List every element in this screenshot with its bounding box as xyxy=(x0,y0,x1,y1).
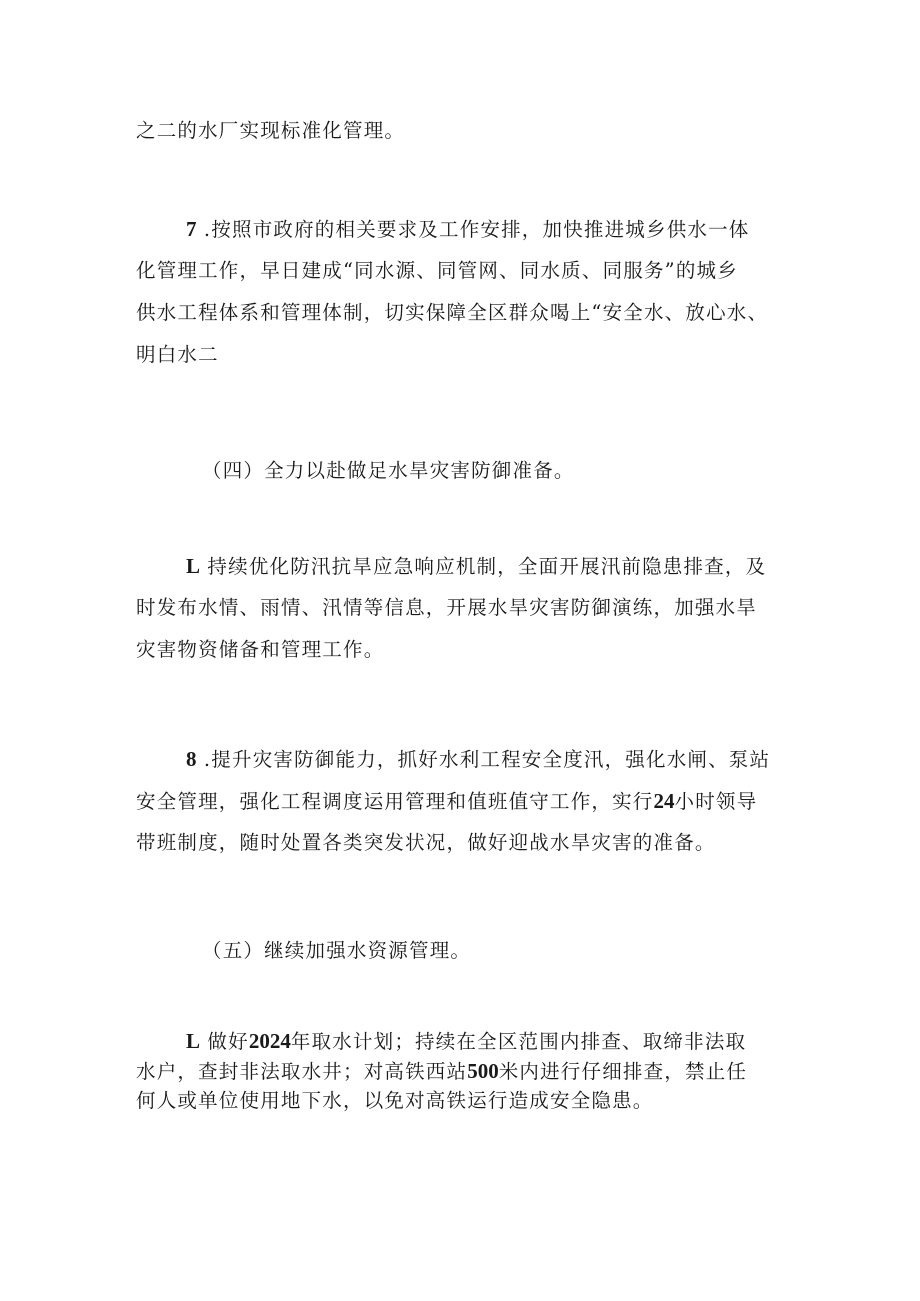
section-heading-5 xyxy=(202,930,862,972)
paragraph-continuation xyxy=(136,110,796,152)
paragraph-item-l-1 xyxy=(136,545,796,671)
text-line: 明白水二 xyxy=(136,343,219,366)
text-line xyxy=(136,1026,796,1056)
text-segment: 小时领导 xyxy=(674,790,758,813)
text-line: 之二的水厂实现标准化管理。 xyxy=(136,119,406,142)
text-line: 化管理工作，早日建成“同水源、同管网、同水质、同服务”的城乡 xyxy=(136,259,738,282)
text-segment: 安全管理，强化工程调度运用管理和值班值守工作，实行 xyxy=(136,790,654,813)
text-line: 灾害物资储备和管理工作。 xyxy=(136,638,385,661)
item-number: 7 xyxy=(186,217,197,241)
item-number: L xyxy=(186,554,201,578)
heading-text: （四）全力以赴做足水旱灾害防御准备。 xyxy=(202,459,575,482)
text-segment: 水户，查封非法取水井；对高铁西站 xyxy=(136,1060,468,1083)
text-segment: 米内进行仔细排查，禁止任 xyxy=(498,1060,748,1083)
paragraph-item-8 xyxy=(136,738,796,864)
text-segment: 持续优化防汛抗旱应急响应机制，全面开展汛前隐患排查，及 xyxy=(200,555,767,578)
text-segment: .按照市政府的相关要求及工作安排，加快推进城乡供水一体 xyxy=(196,218,750,241)
number-2024: 2024 xyxy=(248,1029,291,1053)
text-line: 带班制度，随时处置各类突发状况，做好迎战水旱灾害的准备。 xyxy=(136,831,716,854)
text-line xyxy=(136,545,796,587)
heading-text: （五）继续加强水资源管理。 xyxy=(202,939,472,962)
text-line xyxy=(136,1056,796,1086)
text-segment: 做好 xyxy=(200,1030,249,1053)
text-line xyxy=(136,738,796,780)
text-line xyxy=(136,780,796,822)
text-line: 时发布水情、雨情、汛情等信息，开展水旱灾害防御演练，加强水旱 xyxy=(136,596,758,619)
item-number: 8 xyxy=(186,747,197,771)
text-segment: .提升灾害防御能力，抓好水利工程安全度汛，强化水闸、泵站 xyxy=(196,748,771,771)
number-500: 500 xyxy=(467,1059,499,1083)
text-line: 何人或单位使用地下水，以免对高铁运行造成安全隐患。 xyxy=(136,1089,654,1112)
section-heading-4 xyxy=(202,450,862,492)
number-24: 24 xyxy=(653,789,675,813)
text-line xyxy=(136,208,796,250)
paragraph-item-l-2 xyxy=(136,1026,796,1116)
item-number: L xyxy=(186,1029,201,1053)
text-segment: 年取水计划；持续在全区范围内排查、取缔非法取 xyxy=(290,1030,747,1053)
text-line: 供水工程体系和管理体制，切实保障全区群众喝上“安全水、放心水、 xyxy=(136,301,769,324)
paragraph-item-7 xyxy=(136,208,796,376)
